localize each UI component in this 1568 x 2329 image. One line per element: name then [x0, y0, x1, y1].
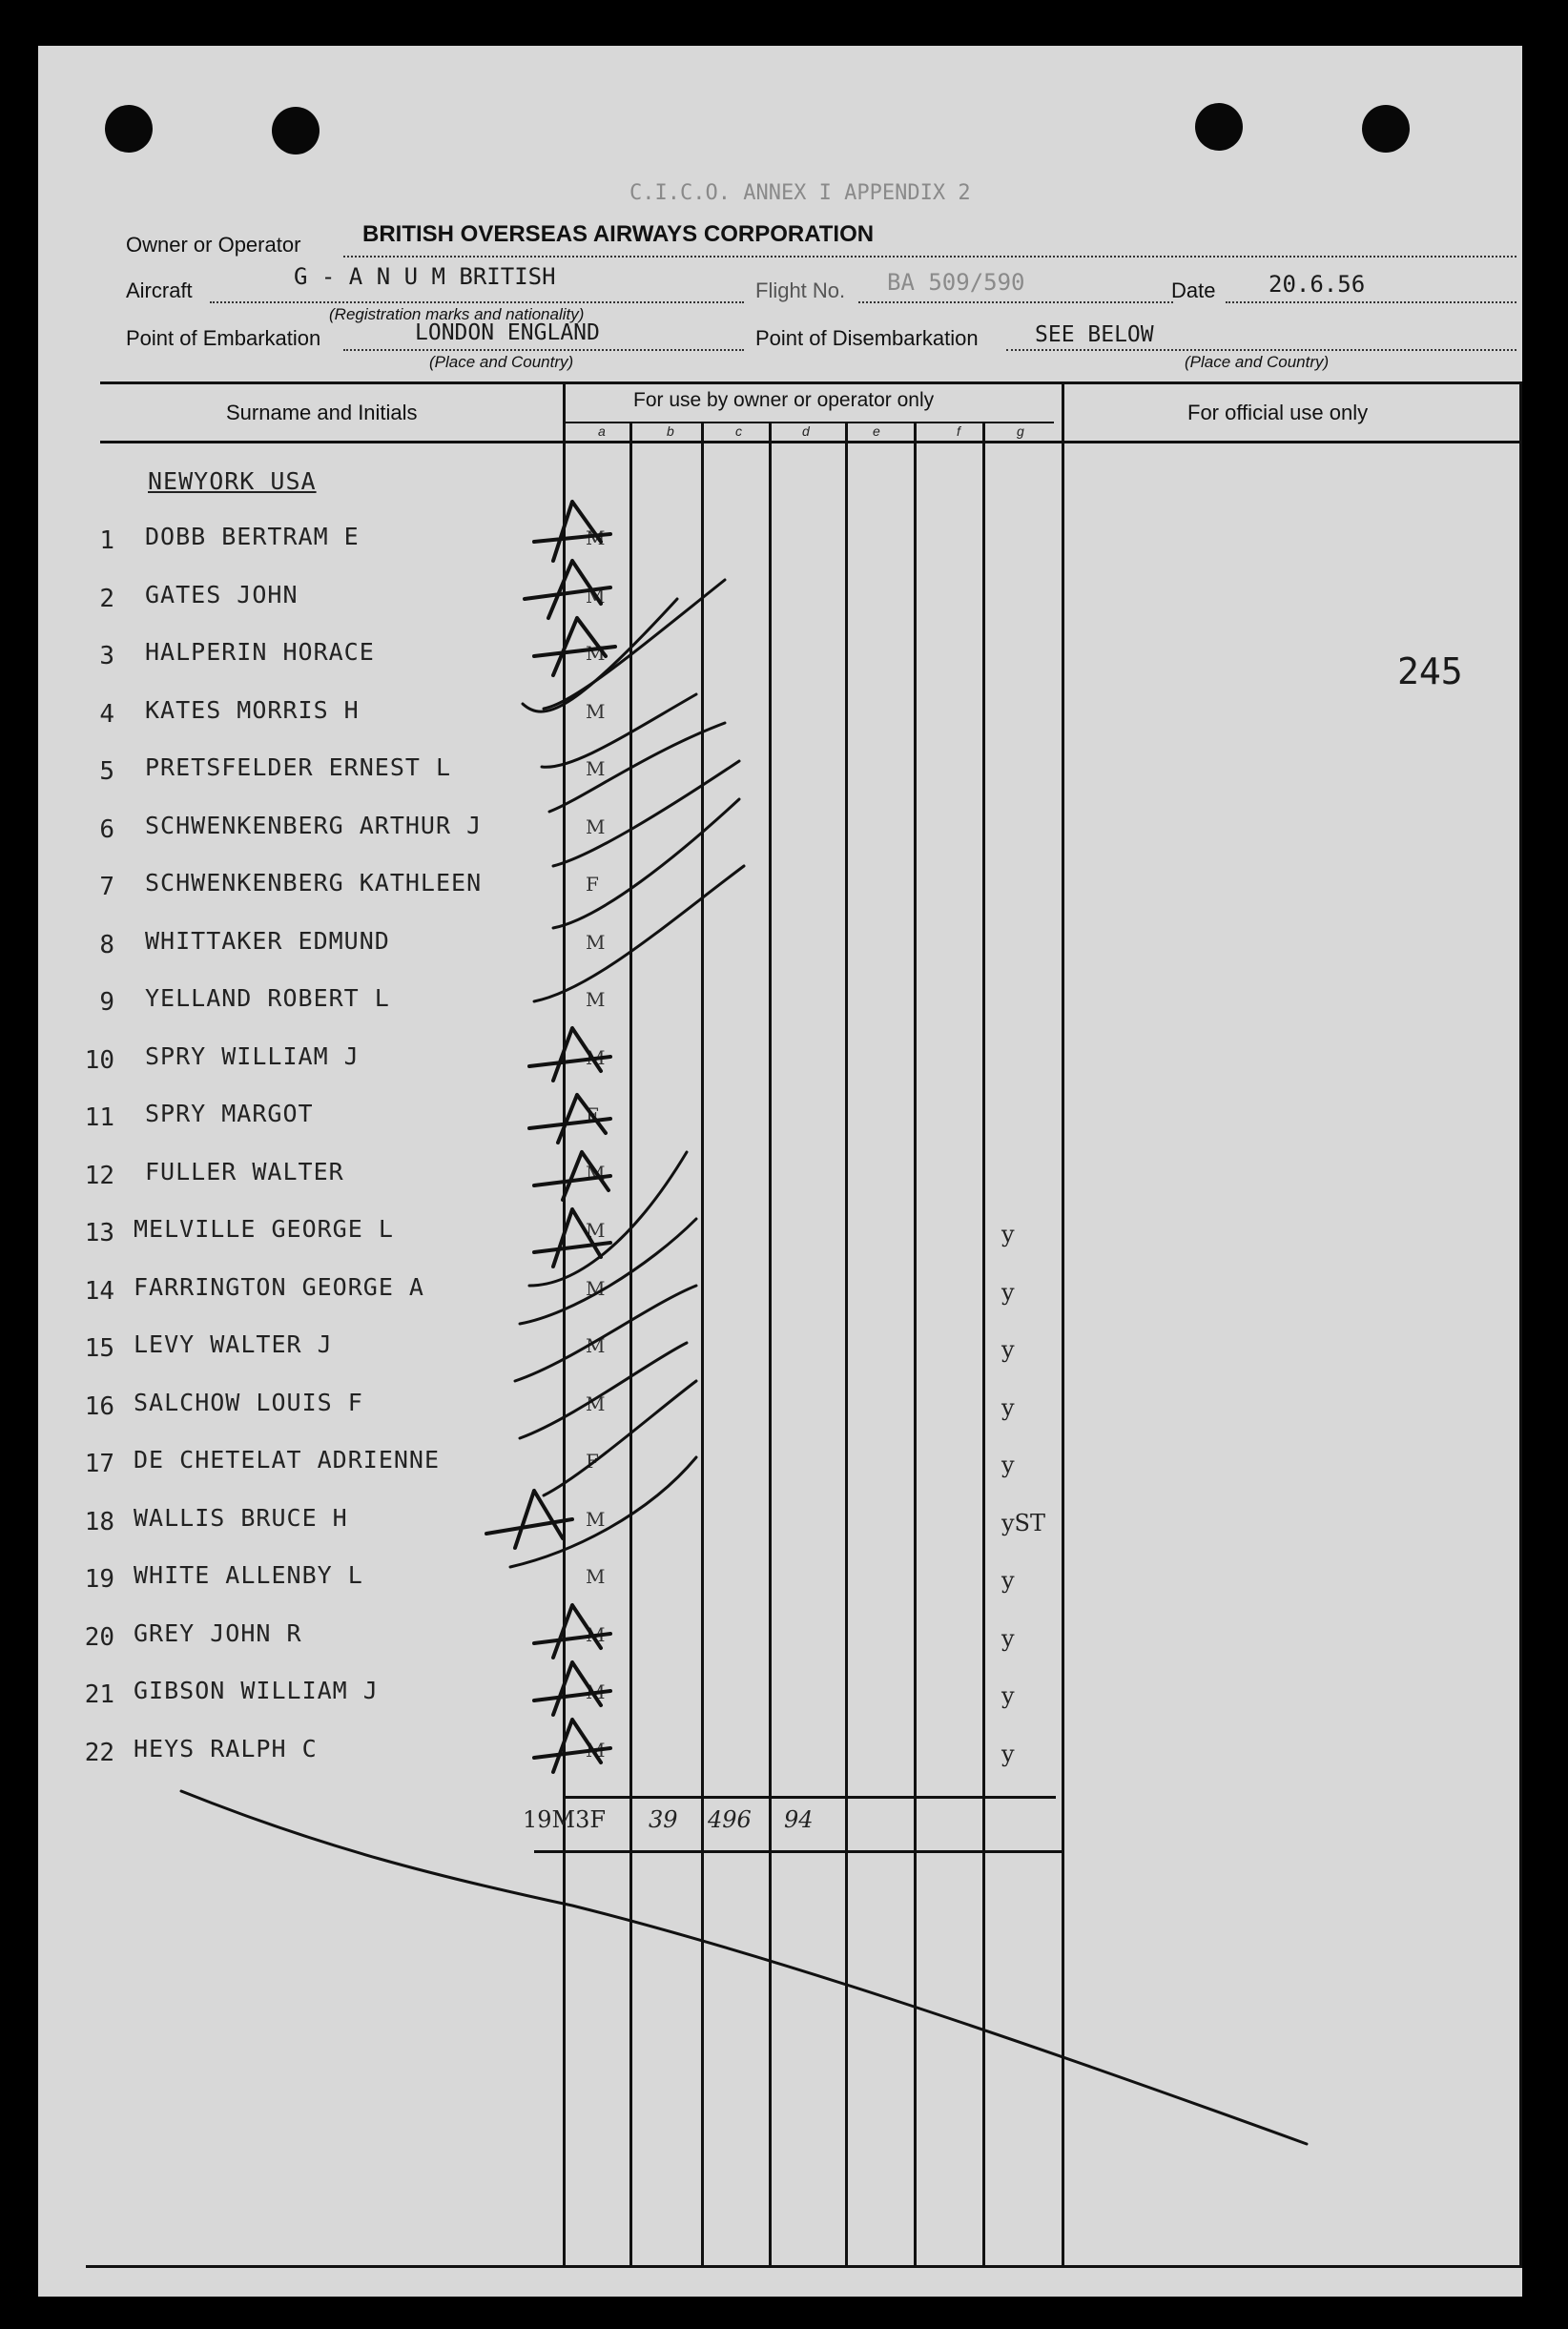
passenger-sex: M [586, 700, 606, 723]
vrule-a-b [629, 422, 632, 2265]
cancellation-stroke [181, 1791, 1307, 2144]
row-number: 13 [84, 1219, 114, 1247]
row-number: 14 [84, 1277, 114, 1306]
row-number: 15 [84, 1334, 114, 1363]
row-number: 11 [84, 1103, 114, 1132]
passenger-sex: M [586, 1739, 606, 1762]
passenger-name: WHITTAKER EDMUND [145, 927, 390, 955]
row-number: 1 [99, 526, 114, 555]
row-number: 19 [84, 1565, 114, 1594]
aircraft-label: Aircraft [126, 278, 193, 302]
passenger-sex: M [586, 1046, 606, 1069]
row-number: 20 [84, 1623, 114, 1652]
passenger-col-g: y [1001, 1336, 1015, 1363]
passenger-name: LEVY WALTER J [134, 1330, 333, 1358]
passenger-col-g: y [1001, 1452, 1015, 1478]
row-number: 2 [99, 585, 114, 613]
table-top-rule [100, 381, 1519, 384]
passenger-sex: M [586, 1219, 606, 1242]
subcol-e-label: e [873, 423, 880, 439]
col-surname-header: Surname and Initials [226, 401, 418, 424]
row-number: 7 [99, 873, 114, 901]
passenger-name: HEYS RALPH C [134, 1735, 318, 1762]
row-number: 6 [99, 815, 114, 844]
passenger-col-g: y [1001, 1741, 1015, 1767]
passenger-name: YELLAND ROBERT L [145, 984, 390, 1012]
subcol-b-label: b [667, 423, 674, 439]
date-dots [1226, 301, 1516, 303]
punch-hole-3 [1195, 103, 1243, 151]
totals-top-rule [563, 1796, 1056, 1799]
passenger-sex: M [586, 988, 606, 1011]
passenger-name: SPRY WILLIAM J [145, 1042, 360, 1070]
tick-marks [510, 580, 744, 1567]
owner-dots [343, 256, 1516, 258]
passenger-name: FULLER WALTER [145, 1158, 344, 1185]
row-number: 17 [84, 1450, 114, 1478]
vrule-official-left [1062, 381, 1064, 2265]
passenger-name: SCHWENKENBERG ARTHUR J [145, 812, 483, 839]
total-d: 94 [784, 1806, 814, 1833]
embark-dots [343, 349, 744, 351]
row-number: 12 [84, 1162, 114, 1190]
embark-label: Point of Embarkation [126, 326, 321, 350]
passenger-name: SPRY MARGOT [145, 1100, 314, 1127]
punch-hole-1 [105, 105, 153, 153]
row-number: 10 [84, 1046, 114, 1075]
subcol-a-label: a [598, 423, 606, 439]
punch-hole-2 [272, 107, 320, 155]
passenger-sex: M [586, 1392, 606, 1415]
embark-value: LONDON ENGLAND [415, 320, 600, 345]
row-number: 8 [99, 931, 114, 959]
vrule-d-e [845, 422, 848, 2265]
punch-hole-4 [1362, 105, 1410, 153]
passenger-name: SCHWENKENBERG KATHLEEN [145, 869, 483, 897]
row-number: 18 [84, 1508, 114, 1536]
passenger-sex: M [586, 1565, 606, 1588]
row-number: 5 [99, 757, 114, 786]
row-number: 4 [99, 700, 114, 729]
passenger-sex: F [586, 873, 599, 896]
subcol-f-label: f [957, 423, 960, 439]
passenger-name: KATES MORRIS H [145, 696, 360, 724]
passenger-sex: M [586, 1277, 606, 1300]
sheet-bottom-rule [86, 2265, 1522, 2268]
passenger-col-g: y [1001, 1221, 1015, 1247]
owner-value: BRITISH OVERSEAS AIRWAYS CORPORATION [362, 221, 875, 247]
row-number: 22 [84, 1739, 114, 1767]
manifest-sheet [38, 46, 1522, 2297]
disembark-dots [1006, 349, 1516, 351]
table-header-rule [100, 441, 1519, 443]
date-label: Date [1171, 278, 1216, 302]
passenger-sex: M [586, 642, 606, 665]
vrule-sheet-right [1519, 381, 1522, 2265]
flight-value: BA 509/590 [887, 269, 1025, 296]
passenger-sex: M [586, 1508, 606, 1531]
subcol-d-label: d [802, 423, 810, 439]
subcol-g-label: g [1017, 423, 1024, 439]
row-number: 16 [84, 1392, 114, 1421]
flight-label: Flight No. [755, 278, 846, 302]
flight-dots [858, 301, 1173, 303]
passenger-name: WALLIS BRUCE H [134, 1504, 348, 1532]
col-owner-header: For use by owner or operator only [633, 389, 935, 411]
disembark-value: SEE BELOW [1035, 322, 1154, 347]
passenger-sex: M [586, 1334, 606, 1357]
vrule-e-f [914, 422, 917, 2265]
date-value: 20.6.56 [1269, 271, 1366, 298]
passenger-sex: M [586, 815, 606, 838]
embark-caption: (Place and Country) [429, 353, 574, 371]
passenger-sex: M [586, 757, 606, 780]
vrule-owner-left [563, 381, 566, 2265]
passenger-name: PRETSFELDER ERNEST L [145, 753, 452, 781]
passenger-sex: M [586, 526, 606, 549]
aircraft-caption: (Registration marks and nationality) [329, 305, 585, 323]
destination-heading: NEWYORK USA [148, 467, 317, 495]
passenger-col-g: y [1001, 1682, 1015, 1709]
passenger-name: GREY JOHN R [134, 1619, 302, 1647]
disembark-caption: (Place and Country) [1185, 353, 1330, 371]
passenger-name: GATES JOHN [145, 581, 299, 608]
official-note: 245 [1397, 650, 1463, 692]
vrule-c-d [769, 422, 772, 2265]
row-number: 9 [99, 988, 114, 1017]
aircraft-dots [210, 301, 744, 303]
passenger-name: MELVILLE GEORGE L [134, 1215, 394, 1243]
vrule-b-c [701, 422, 704, 2265]
aircraft-value: G - A N U M BRITISH [294, 263, 556, 290]
passenger-sex: M [586, 585, 606, 608]
owner-label: Owner or Operator [126, 233, 301, 257]
disembark-label: Point of Disembarkation [755, 326, 979, 350]
passenger-sex: M [586, 1680, 606, 1703]
passenger-sex: M [586, 1162, 606, 1185]
passenger-col-g: y [1001, 1625, 1015, 1652]
passenger-sex: F [586, 1103, 599, 1126]
passenger-col-g: y [1001, 1567, 1015, 1594]
total-b: 39 [649, 1806, 678, 1833]
row-number: 21 [84, 1680, 114, 1709]
passenger-sex: M [586, 1623, 606, 1646]
passenger-name: GIBSON WILLIAM J [134, 1677, 379, 1704]
subcol-c-label: c [735, 423, 742, 439]
passenger-col-g: yST [1001, 1510, 1046, 1536]
passenger-col-g: y [1001, 1279, 1015, 1306]
faint-stamp: C.I.C.O. ANNEX I APPENDIX 2 [629, 181, 971, 205]
passenger-sex: F [586, 1450, 599, 1473]
passenger-name: DE CHETELAT ADRIENNE [134, 1446, 441, 1474]
passenger-name: DOBB BERTRAM E [145, 523, 360, 550]
row-number: 3 [99, 642, 114, 670]
passenger-name: SALCHOW LOUIS F [134, 1389, 363, 1416]
vrule-f-g [982, 422, 985, 2265]
passenger-name: FARRINGTON GEORGE A [134, 1273, 424, 1301]
col-official-header: For official use only [1187, 401, 1369, 424]
passenger-name: HALPERIN HORACE [145, 638, 375, 666]
passenger-name: WHITE ALLENBY L [134, 1561, 363, 1589]
passenger-col-g: y [1001, 1394, 1015, 1421]
total-c: 496 [708, 1806, 752, 1833]
total-a: 19M3F [523, 1806, 607, 1833]
totals-bottom-rule [534, 1850, 1063, 1853]
passenger-sex: M [586, 931, 606, 954]
